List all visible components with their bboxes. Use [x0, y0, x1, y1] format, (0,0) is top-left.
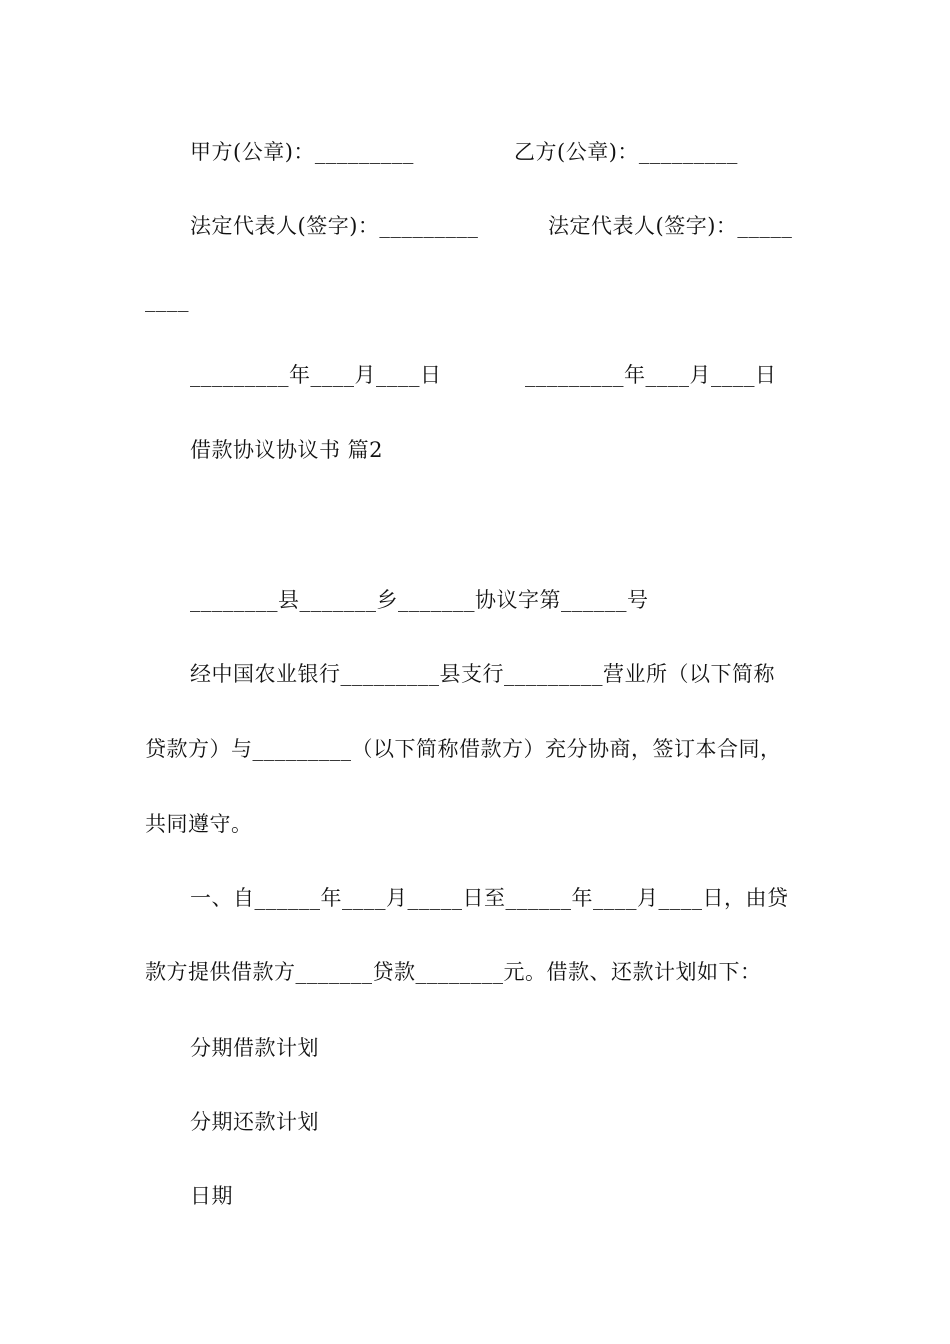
section-title: 借款协议协议书 篇2 — [190, 438, 384, 462]
date-label: 日期 — [190, 1184, 233, 1208]
paragraph-1-line-1: 经中国农业银行_________县支行_________营业所（以下简称 — [190, 662, 775, 686]
repayment-plan-label: 分期还款计划 — [190, 1110, 319, 1134]
party-b-seal-line: 乙方(公章)：_________ — [514, 140, 738, 164]
paragraph-2-line-1: 一、自______年____月_____日至______年____月____日，由贷 — [190, 886, 789, 910]
party-b-date-line: _________年____月____日 — [525, 363, 777, 387]
party-b-representative-line: 法定代表人(签字)：_____ — [548, 214, 793, 238]
paragraph-1-line-3: 共同遵守。 — [145, 812, 253, 836]
borrowing-plan-label: 分期借款计划 — [190, 1036, 319, 1060]
paragraph-1-line-2: 贷款方）与_________（以下简称借款方）充分协商，签订本合同， — [145, 737, 782, 761]
party-a-date-line: _________年____月____日 — [190, 363, 442, 387]
party-a-representative-line: 法定代表人(签字)：_________ — [190, 214, 479, 238]
party-b-representative-line-wrap: ____ — [145, 288, 189, 312]
paragraph-2-line-2: 款方提供借款方_______贷款________元。借款、还款计划如下： — [145, 960, 762, 984]
contract-number-line: ________县_______乡_______协议字第______号 — [190, 588, 649, 612]
party-a-seal-line: 甲方(公章)：_________ — [190, 140, 414, 164]
